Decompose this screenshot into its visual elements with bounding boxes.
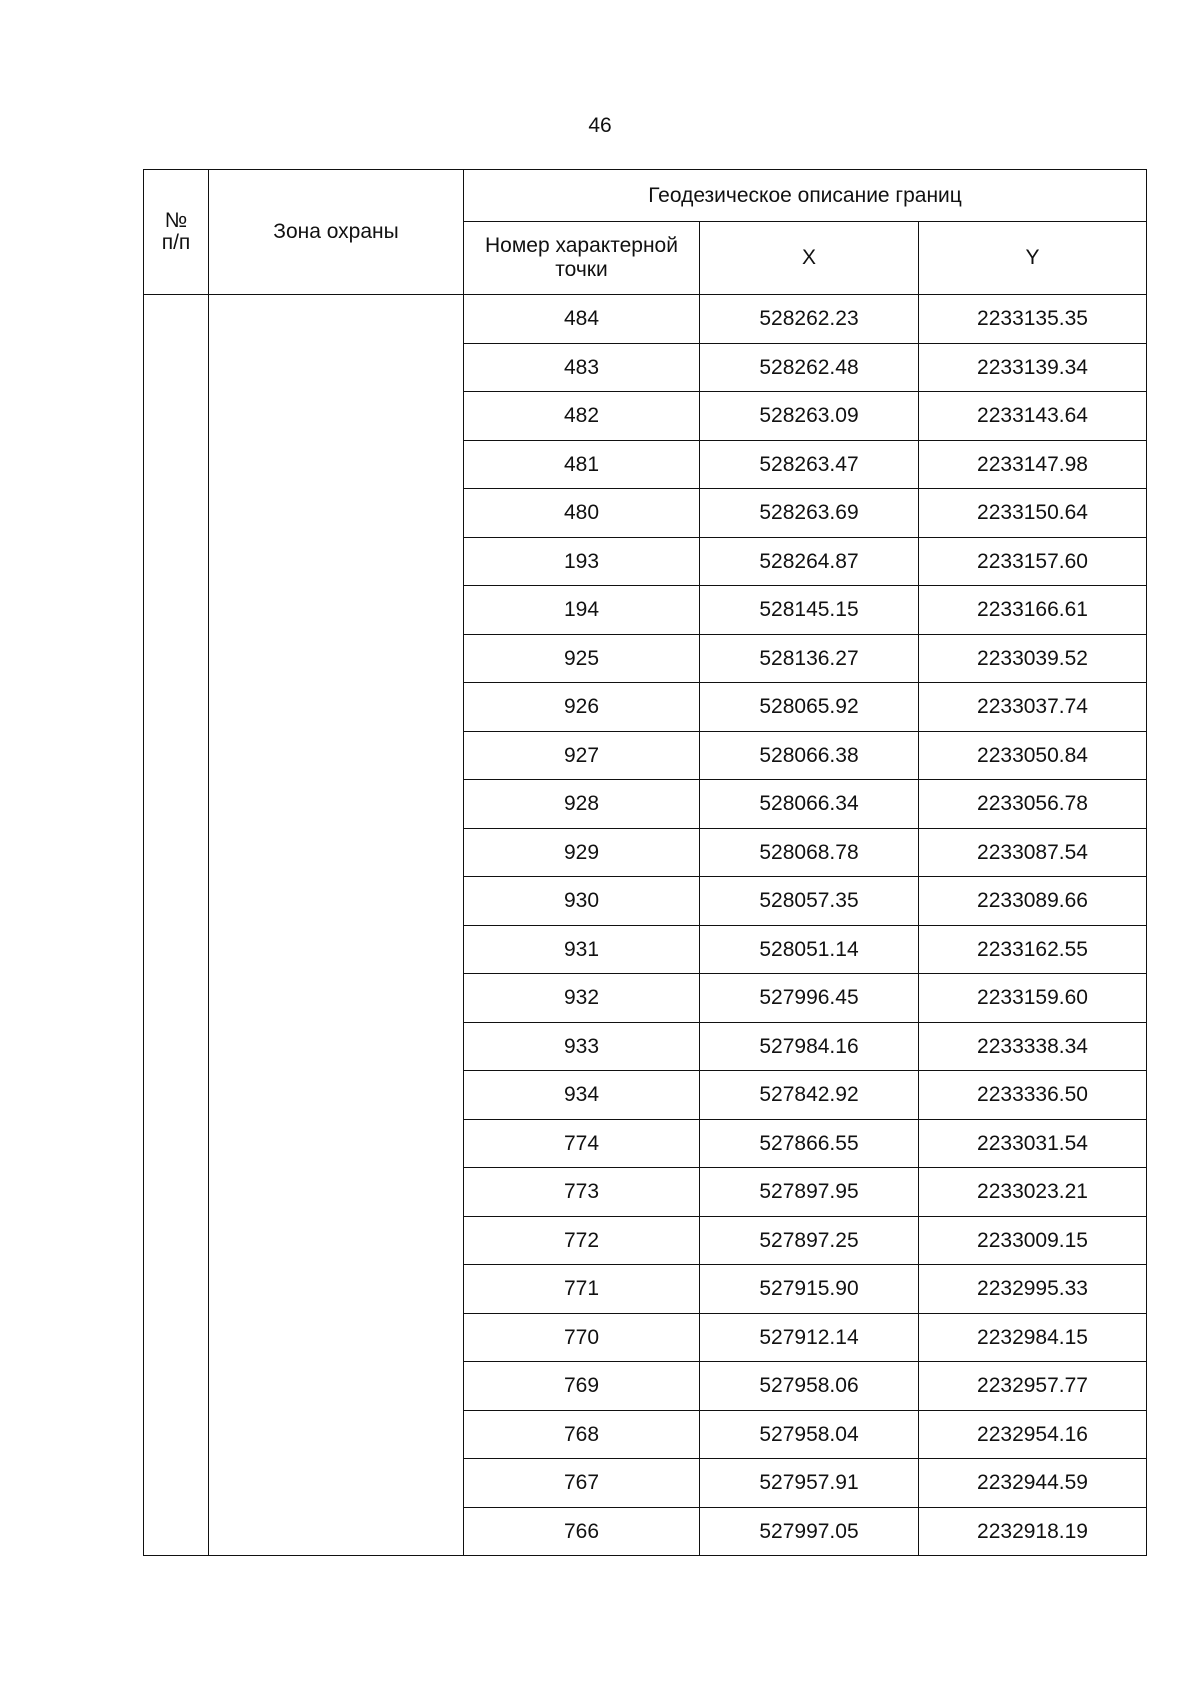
table-body <box>144 295 1147 1556</box>
point-number-cell: 768 <box>464 1410 700 1459</box>
x-coordinate-cell: 528264.87 <box>700 537 919 586</box>
y-coordinate-cell: 2233150.64 <box>919 489 1147 538</box>
point-number-cell: 774 <box>464 1119 700 1168</box>
x-coordinate-cell: 527842.92 <box>700 1071 919 1120</box>
y-coordinate-cell: 2233157.60 <box>919 537 1147 586</box>
point-number-cell: 770 <box>464 1313 700 1362</box>
x-coordinate-cell: 527912.14 <box>700 1313 919 1362</box>
point-number-cell: 482 <box>464 392 700 441</box>
point-number-cell: 929 <box>464 828 700 877</box>
point-number-cell: 931 <box>464 925 700 974</box>
y-coordinate-cell: 2233023.21 <box>919 1168 1147 1217</box>
point-number-cell: 481 <box>464 440 700 489</box>
point-number-cell: 193 <box>464 537 700 586</box>
x-coordinate-cell: 528066.38 <box>700 731 919 780</box>
header-point-number <box>464 222 700 295</box>
point-number-cell: 484 <box>464 295 700 344</box>
x-coordinate-cell: 527996.45 <box>700 974 919 1023</box>
header-number-column <box>144 170 209 295</box>
y-coordinate-cell: 2233147.98 <box>919 440 1147 489</box>
geodetic-boundary-table <box>143 169 1147 1556</box>
y-coordinate-cell: 2233162.55 <box>919 925 1147 974</box>
point-number-cell: 773 <box>464 1168 700 1217</box>
table-header <box>144 170 1147 295</box>
header-zone-column: Зона охраны <box>209 170 464 295</box>
y-coordinate-cell: 2232995.33 <box>919 1265 1147 1314</box>
number-cell <box>144 295 209 1556</box>
header-point-line1: Номер характерной <box>485 234 678 257</box>
x-coordinate-cell: 527897.95 <box>700 1168 919 1217</box>
x-coordinate-cell: 527958.04 <box>700 1410 919 1459</box>
point-number-cell: 771 <box>464 1265 700 1314</box>
table-row <box>144 295 1147 344</box>
x-coordinate-cell: 528066.34 <box>700 780 919 829</box>
y-coordinate-cell: 2232954.16 <box>919 1410 1147 1459</box>
zone-cell <box>209 295 464 1556</box>
point-number-cell: 483 <box>464 343 700 392</box>
point-number-cell: 772 <box>464 1216 700 1265</box>
point-number-cell: 194 <box>464 586 700 635</box>
y-coordinate-cell: 2233135.35 <box>919 295 1147 344</box>
y-coordinate-cell: 2233089.66 <box>919 877 1147 926</box>
y-coordinate-cell: 2232918.19 <box>919 1507 1147 1556</box>
y-coordinate-cell: 2233336.50 <box>919 1071 1147 1120</box>
y-coordinate-cell: 2233159.60 <box>919 974 1147 1023</box>
header-point-line2: точки <box>555 258 608 281</box>
x-coordinate-cell: 527897.25 <box>700 1216 919 1265</box>
x-coordinate-cell: 528262.23 <box>700 295 919 344</box>
point-number-cell: 925 <box>464 634 700 683</box>
x-coordinate-cell: 527958.06 <box>700 1362 919 1411</box>
header-number-abbrev: п/п <box>161 231 191 254</box>
point-number-cell: 930 <box>464 877 700 926</box>
point-number-cell: 769 <box>464 1362 700 1411</box>
x-coordinate-cell: 527997.05 <box>700 1507 919 1556</box>
y-coordinate-cell: 2233139.34 <box>919 343 1147 392</box>
x-coordinate-cell: 527984.16 <box>700 1022 919 1071</box>
y-coordinate-cell: 2232984.15 <box>919 1313 1147 1362</box>
x-coordinate-cell: 527866.55 <box>700 1119 919 1168</box>
x-coordinate-cell: 528263.47 <box>700 440 919 489</box>
header-geodetic-description: Геодезическое описание границ <box>464 170 1147 222</box>
x-coordinate-cell: 528051.14 <box>700 925 919 974</box>
x-coordinate-cell: 528262.48 <box>700 343 919 392</box>
point-number-cell: 767 <box>464 1459 700 1508</box>
y-coordinate-cell: 2233087.54 <box>919 828 1147 877</box>
y-coordinate-cell: 2233143.64 <box>919 392 1147 441</box>
point-number-cell: 766 <box>464 1507 700 1556</box>
x-coordinate-cell: 528263.09 <box>700 392 919 441</box>
x-coordinate-cell: 528263.69 <box>700 489 919 538</box>
point-number-cell: 480 <box>464 489 700 538</box>
header-x-coordinate: X <box>700 222 919 295</box>
y-coordinate-cell: 2233338.34 <box>919 1022 1147 1071</box>
y-coordinate-cell: 2233166.61 <box>919 586 1147 635</box>
page-number: 46 <box>588 114 612 137</box>
point-number-cell: 932 <box>464 974 700 1023</box>
y-coordinate-cell: 2233009.15 <box>919 1216 1147 1265</box>
y-coordinate-cell: 2233056.78 <box>919 780 1147 829</box>
x-coordinate-cell: 528065.92 <box>700 683 919 732</box>
header-number-symbol: № <box>164 209 188 232</box>
x-coordinate-cell: 527957.91 <box>700 1459 919 1508</box>
y-coordinate-cell: 2233050.84 <box>919 731 1147 780</box>
y-coordinate-cell: 2233037.74 <box>919 683 1147 732</box>
x-coordinate-cell: 528057.35 <box>700 877 919 926</box>
header-y-coordinate: Y <box>919 222 1147 295</box>
point-number-cell: 933 <box>464 1022 700 1071</box>
x-coordinate-cell: 528068.78 <box>700 828 919 877</box>
point-number-cell: 926 <box>464 683 700 732</box>
point-number-cell: 928 <box>464 780 700 829</box>
point-number-cell: 927 <box>464 731 700 780</box>
y-coordinate-cell: 2232957.77 <box>919 1362 1147 1411</box>
y-coordinate-cell: 2232944.59 <box>919 1459 1147 1508</box>
y-coordinate-cell: 2233039.52 <box>919 634 1147 683</box>
x-coordinate-cell: 527915.90 <box>700 1265 919 1314</box>
x-coordinate-cell: 528136.27 <box>700 634 919 683</box>
point-number-cell: 934 <box>464 1071 700 1120</box>
y-coordinate-cell: 2233031.54 <box>919 1119 1147 1168</box>
x-coordinate-cell: 528145.15 <box>700 586 919 635</box>
